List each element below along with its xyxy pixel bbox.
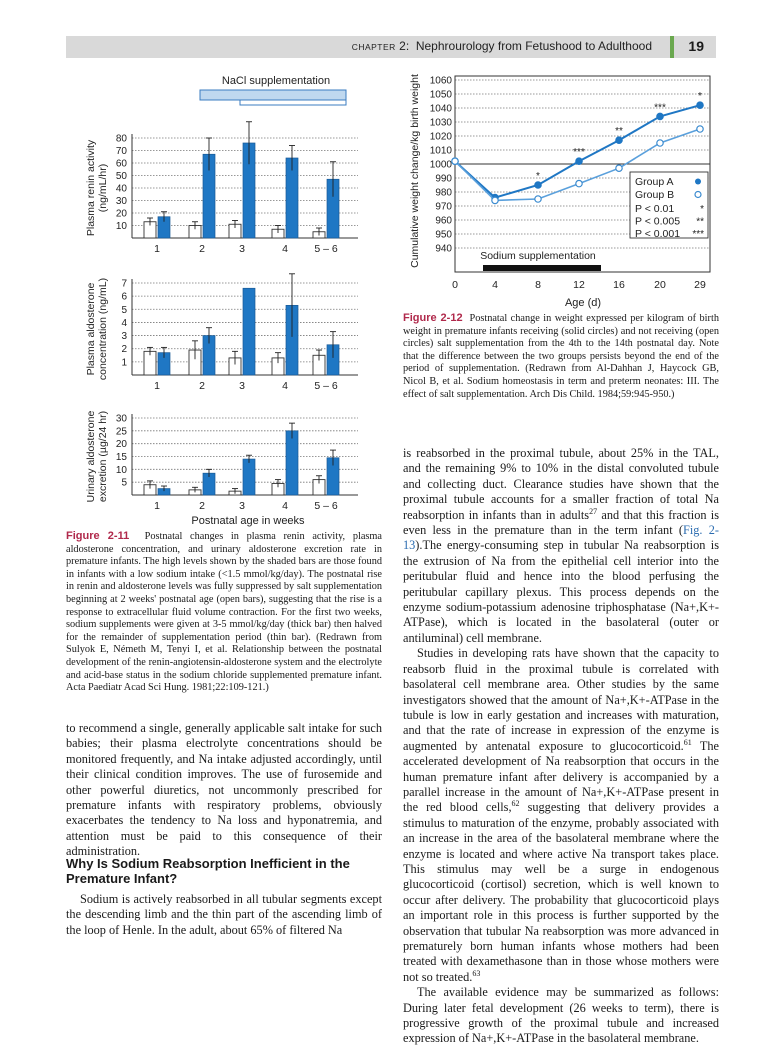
significance-mark: * <box>698 91 702 103</box>
y-tick-label: 940 <box>435 243 452 255</box>
open-point <box>535 196 541 202</box>
significance-mark: *** <box>573 147 585 159</box>
open-point <box>452 158 458 164</box>
y-tick-label: 60 <box>115 158 127 170</box>
section-heading: Why Is Sodium Reabsorption Inefficient in the Premature Infant? <box>66 856 350 886</box>
x-tick-label: 4 <box>492 279 498 291</box>
y-tick-label: 6 <box>121 291 127 303</box>
legend-p-mark: *** <box>692 229 704 240</box>
y-tick-label: 10 <box>115 464 127 476</box>
x-tick-label: 12 <box>573 279 585 291</box>
y-tick-label: 1030 <box>429 117 452 129</box>
open-point <box>616 165 622 171</box>
y-tick-label: 1 <box>121 357 127 369</box>
y-tick-label: 15 <box>115 452 127 463</box>
shaded-bar <box>243 459 255 495</box>
x-tick-label: 3 <box>239 500 245 512</box>
x-tick-label: 8 <box>535 279 541 291</box>
thin-supplement-bar <box>240 100 346 105</box>
paragraph: is reabsorbed in the proximal tubule, about 25% in the TAL, and the remaining 9% to 10% in the distal convoluted tubule and collecting duct. Clearance studies have shown that the proximal tubule accounts for a smaller fraction of total Na reabsorption in infants than in adults$^{27}$ and that this fraction is even less in the premature than in the term infant (Fig. 2-13).The energy-consuming step in tubular Na reabsorption is the extrusion of Na from the epithelial cell interior into the peritubular fluid and hence into the blood perfusing the peritubular capillary plexus. This process depends on the enzyme sodium-potassium adenosine triphosphatase (Na+,K+-ATPase), which is located in the basolateral (outer or antiluminal) cell membrane. <box>403 446 720 645</box>
x-tick-label: 1 <box>154 500 160 512</box>
solid-point <box>535 182 541 188</box>
bar-panel-3 <box>85 411 358 512</box>
y-axis-label: concentration (ng/mL) <box>97 277 109 381</box>
figure-2-12-caption: Figure 2-12 Postnatal change in weight expressed per kilogram of birth weight in premature infants receiving (solid circles) and not receiving (open circles) salt supplementation from the 4th to the 14th postnatal day. Note that the difference between the two groups persists beyond the end of the period of supplementation. (Redrawn from Al-Dahhan J, Haycock GB, Nicol B, et al. Sodium homeostasis in term and preterm neonates: III. The effect of salt supplementation. Arch Dis Child. 1984;59:945-950.) <box>403 312 719 400</box>
shaded-bar <box>243 288 255 375</box>
y-tick-label: 20 <box>115 439 127 451</box>
legend-open-marker <box>695 192 701 198</box>
significance-mark: ** <box>615 126 623 138</box>
y-tick-label: 970 <box>435 201 452 213</box>
x-tick-label: 5 – 6 <box>314 243 338 255</box>
y-tick-label: 5 <box>121 304 127 316</box>
x-tick-label: 16 <box>613 279 625 291</box>
solid-point <box>616 137 622 143</box>
paragraph: Studies in developing rats have shown that the capacity to reabsorb fluid in the proximal tubule is correlated with basolateral cell membrane area. Other studies by the same investigators showed that the amount of Na+,K+-ATPase in the tubule is low in early gestation and increases with maturation, and that the rate of increase in expression of the enzyme is augmented by antenatal exposure to glucocorticoid.$^{61}$ The accelerated development of Na reabsorption that occurs in the human premature infant after delivery is accompanied by a parallel increase in the amount of Na+,K+-ATPase present in the red blood cells,$^{62}$ suggesting that delivery provides a stimulus to maturation of the enzyme, probably associated with an increase in the area of the basolateral membrane where the enzyme is located and where active Na transport takes place. This stimulus may well be a surge in endogenous glucocorticoid (cortisol) secretion, which is well known to occur after delivery. The probability that glucocorticoid plays an important role in this process is further supported by the observation that tubular Na reabsorption was more advanced in prematurely born human infants whose mothers had been treated with dexamethasone than in those whose mothers were not so treated.$^{63}$ <box>403 646 719 984</box>
x-tick-label: 2 <box>199 500 205 512</box>
x-axis-label: Postnatal age in weeks <box>191 515 305 527</box>
x-tick-label: 5 – 6 <box>314 500 338 512</box>
x-tick-label: 2 <box>199 243 205 255</box>
x-tick-label: 4 <box>282 380 288 392</box>
figure-2-11-caption: Figure 2-11 Postnatal changes in plasma renin activity, plasma aldosterone concentration, and urinary aldosterone excretion rate in premature infants. The high levels shown by the shaded bars are those found in infants with a low sodium intake (<1.5 mmol/kg/day). The postnatal rise in renin and aldosterone levels was fully suppressed by salt supplementation beginning at 2 weeks' postnatal age (open bars), suggesting that the rise is a response to extracellular fluid volume contraction. For the first two weeks, sodium supplements were given at 3-5 mmol/kg/day (thick bar) then halved for the remainder of supplementation period (thin bar). (Redrawn from Sulyok E, Németh M, Tenyi I, et al. Relationship between the postnatal development of the renin-angiotensin-aldosterone system and the electrolyte and acid-base status in the sodium chloride supplemented premature infant. Acta Paediatr Acad Sci Hung. 1981;22:109-121.) <box>66 530 382 694</box>
legend <box>630 172 708 240</box>
y-tick-label: 25 <box>115 426 127 438</box>
y-tick-label: 990 <box>435 173 452 185</box>
y-tick-label: 40 <box>115 183 127 195</box>
y-tick-label: 10 <box>115 221 127 232</box>
legend-p-value: P < 0.01 <box>635 203 675 215</box>
open-point <box>657 140 663 146</box>
y-tick-label: 3 <box>121 331 127 343</box>
y-tick-label: 50 <box>115 171 127 182</box>
legend-p-mark: ** <box>696 216 704 228</box>
running-header <box>66 36 716 58</box>
y-axis-label: Cumulative weight change/kg birth weight <box>409 74 421 268</box>
y-tick-label: 950 <box>435 229 452 241</box>
y-tick-label: 4 <box>121 317 127 329</box>
y-tick-label: 20 <box>115 208 127 220</box>
y-axis-label: Plasma renin activity <box>85 139 97 237</box>
y-tick-label: 7 <box>121 278 127 290</box>
x-tick-label: 0 <box>452 279 458 291</box>
solid-point <box>697 102 703 108</box>
x-tick-label: 20 <box>654 279 666 291</box>
solid-point <box>576 158 582 164</box>
paragraph: Sodium is actively reabsorbed in all tubular segments except the descending limb and the thin part of the ascending limb of the loop of Henle. In the adult, about 65% of filtered Na <box>66 892 382 937</box>
x-tick-label: 4 <box>282 500 288 512</box>
x-tick-label: 2 <box>199 380 205 392</box>
supplementation-bar <box>483 265 601 271</box>
significance-mark: * <box>536 171 540 182</box>
open-point <box>492 197 498 203</box>
y-tick-label: 2 <box>121 344 127 356</box>
y-tick-label: 1020 <box>429 131 452 143</box>
solid-point <box>657 113 663 119</box>
figure-2-12 <box>398 72 728 312</box>
significance-mark: *** <box>654 102 666 114</box>
legend-solid-marker <box>695 179 701 185</box>
bar-panel-1 <box>85 122 358 255</box>
body-left-2 <box>66 892 382 938</box>
x-tick-label: 3 <box>239 380 245 392</box>
open-point <box>576 180 582 186</box>
legend-label: Group A <box>635 176 674 188</box>
y-tick-label: 1010 <box>429 145 452 157</box>
figure-2-11 <box>60 68 380 528</box>
open-point <box>697 126 703 132</box>
y-tick-label: 80 <box>115 133 127 145</box>
bar-panel-2 <box>85 274 358 392</box>
nacl-label: NaCl supplementation <box>221 75 331 87</box>
paragraph: to recommend a single, generally applicable salt intake for such babies; their plasma electrolyte concentrations should be monitored frequently, and Na intake adjusted accordingly, until their clinical condition improves. The use of furosemide and other powerful diuretics, not uncommonly prescribed for premature infants with respiratory problems, obviously exacerbates the tendency to Na loss and hyponatremia, and attention must be paid to this consequence of their administration. <box>66 721 382 859</box>
x-tick-label: 3 <box>239 243 245 255</box>
legend-p-value: P < 0.001 <box>635 228 681 240</box>
figure-link[interactable]: Fig. 2-13 <box>403 523 720 553</box>
annotation-label: Sodium supplementation <box>480 250 596 262</box>
y-tick-label: 1040 <box>429 103 452 115</box>
y-tick-label: 1060 <box>429 75 452 87</box>
legend-p-value: P < 0.005 <box>635 215 681 228</box>
y-axis-label: Urinary aldosterone <box>85 410 97 503</box>
thick-supplement-bar <box>200 90 346 100</box>
y-tick-label: 960 <box>435 215 452 227</box>
shaded-bar <box>286 431 298 495</box>
x-tick-label: 29 <box>694 279 706 291</box>
header-accent <box>670 36 674 58</box>
y-tick-label: 70 <box>115 146 127 157</box>
legend-p-mark: * <box>700 204 704 215</box>
y-tick-label: 1050 <box>429 89 452 101</box>
x-tick-label: 1 <box>154 243 160 255</box>
y-tick-label: 1000 <box>429 159 452 171</box>
y-tick-label: 5 <box>121 477 127 489</box>
y-tick-label: 30 <box>115 196 127 207</box>
body-right <box>403 446 719 1047</box>
page-number: 19 <box>688 38 704 54</box>
x-tick-label: 1 <box>154 380 160 392</box>
body-left <box>66 721 382 860</box>
x-tick-label: 5 – 6 <box>314 380 338 392</box>
y-axis-label: Plasma aldosterone <box>85 282 97 376</box>
y-axis-label: (ng/mL/hr) <box>97 163 109 213</box>
y-tick-label: 30 <box>115 413 127 425</box>
chapter-title: CHAPTER 2: Nephrourology from Fetushood to Adulthood <box>351 39 652 53</box>
x-tick-label: 4 <box>282 243 288 255</box>
paragraph: The available evidence may be summarized as follows: During later fetal development (26 weeks to term), there is progressive growth of the proximal tubule and increased expression of Na+,K+-ATPase in the basolateral membrane. <box>403 985 719 1046</box>
y-axis-label: excretion (µg/24 hr) <box>97 410 109 503</box>
y-tick-label: 980 <box>435 187 452 199</box>
legend-label: Group B <box>635 189 675 201</box>
x-axis-label: Age (d) <box>564 297 602 309</box>
